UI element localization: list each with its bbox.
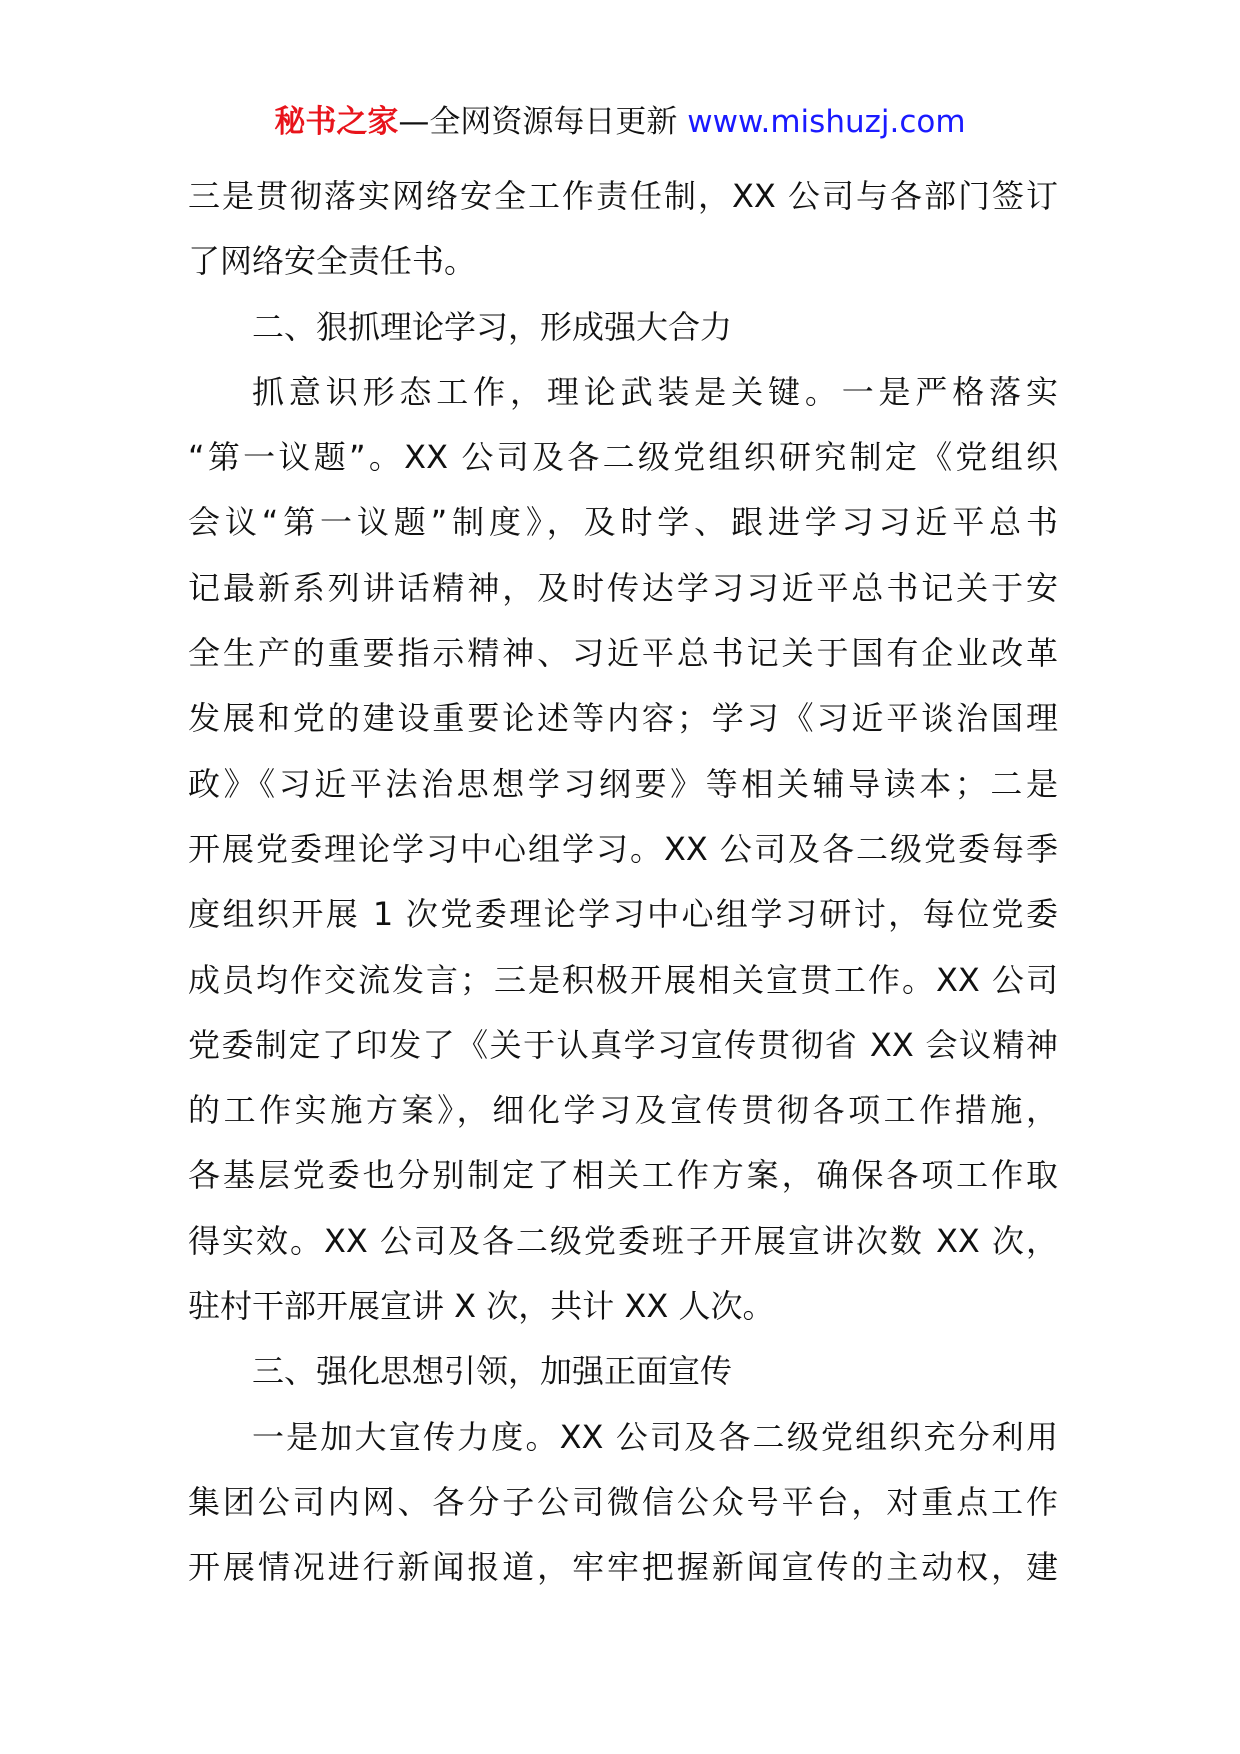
- header-url-link[interactable]: www.mishuzj.com: [687, 104, 966, 140]
- paragraph-line: 的工作实施方案》，细化学习及宣传贯彻各项工作措施，: [188, 1091, 1058, 1130]
- paragraph-line: 政》《习近平法治思想学习纲要》等相关辅导读本；二是: [188, 764, 1058, 803]
- header-tagline: —全网资源每日更新: [398, 104, 688, 140]
- paragraph-line: 会议“第一议题”制度》，及时学、跟进学习习近平总书: [188, 503, 1058, 542]
- paragraph-line: 各基层党委也分别制定了相关工作方案，确保各项工作取: [188, 1156, 1058, 1195]
- document-body: [188, 164, 1058, 1601]
- paragraph-line: 开展情况进行新闻报道，牢牢把握新闻宣传的主动权，建: [188, 1548, 1058, 1587]
- page-header: [0, 100, 1240, 144]
- paragraph-line: 得实效。XX 公司及各二级党委班子开展宣讲次数 XX 次，: [188, 1221, 1058, 1260]
- paragraph-line: 党委制定了印发了《关于认真学习宣传贯彻省 XX 会议精神: [188, 1025, 1058, 1064]
- paragraph-line: 驻村干部开展宣讲 X 次，共计 XX 人次。: [188, 1287, 775, 1326]
- paragraph-line: 记最新系列讲话精神，及时传达学习习近平总书记关于安: [188, 568, 1058, 607]
- header-brand: 秘书之家: [274, 104, 399, 140]
- paragraph-line: 度组织开展 1 次党委理论学习中心组学习研讨，每位党委: [188, 895, 1058, 934]
- paragraph-line: 三是贯彻落实网络安全工作责任制，XX 公司与各部门签订: [188, 177, 1058, 215]
- section-heading: 三、强化思想引领，加强正面宣传: [252, 1352, 733, 1391]
- paragraph-line: 抓意识形态工作，理论武装是关键。一是严格落实: [252, 372, 1058, 411]
- paragraph-line: 一是加大宣传力度。XX 公司及各二级党组织充分利用: [252, 1417, 1058, 1456]
- paragraph-line: 发展和党的建设重要论述等内容；学习《习近平谈治国理: [188, 699, 1058, 738]
- paragraph-line: 全生产的重要指示精神、习近平总书记关于国有企业改革: [188, 634, 1058, 673]
- paragraph-line: 了网络安全责任书。: [188, 242, 477, 281]
- paragraph-line: 成员均作交流发言；三是积极开展相关宣贯工作。XX 公司: [188, 960, 1058, 999]
- paragraph-line: “第一议题”。XX 公司及各二级党组织研究制定《党组织: [188, 438, 1058, 477]
- section-heading: 二、狠抓理论学习，形成强大合力: [252, 307, 733, 346]
- paragraph-line: 开展党委理论学习中心组学习。XX 公司及各二级党委每季: [188, 829, 1058, 868]
- paragraph-line: 集团公司内网、各分子公司微信公众号平台，对重点工作: [188, 1482, 1058, 1521]
